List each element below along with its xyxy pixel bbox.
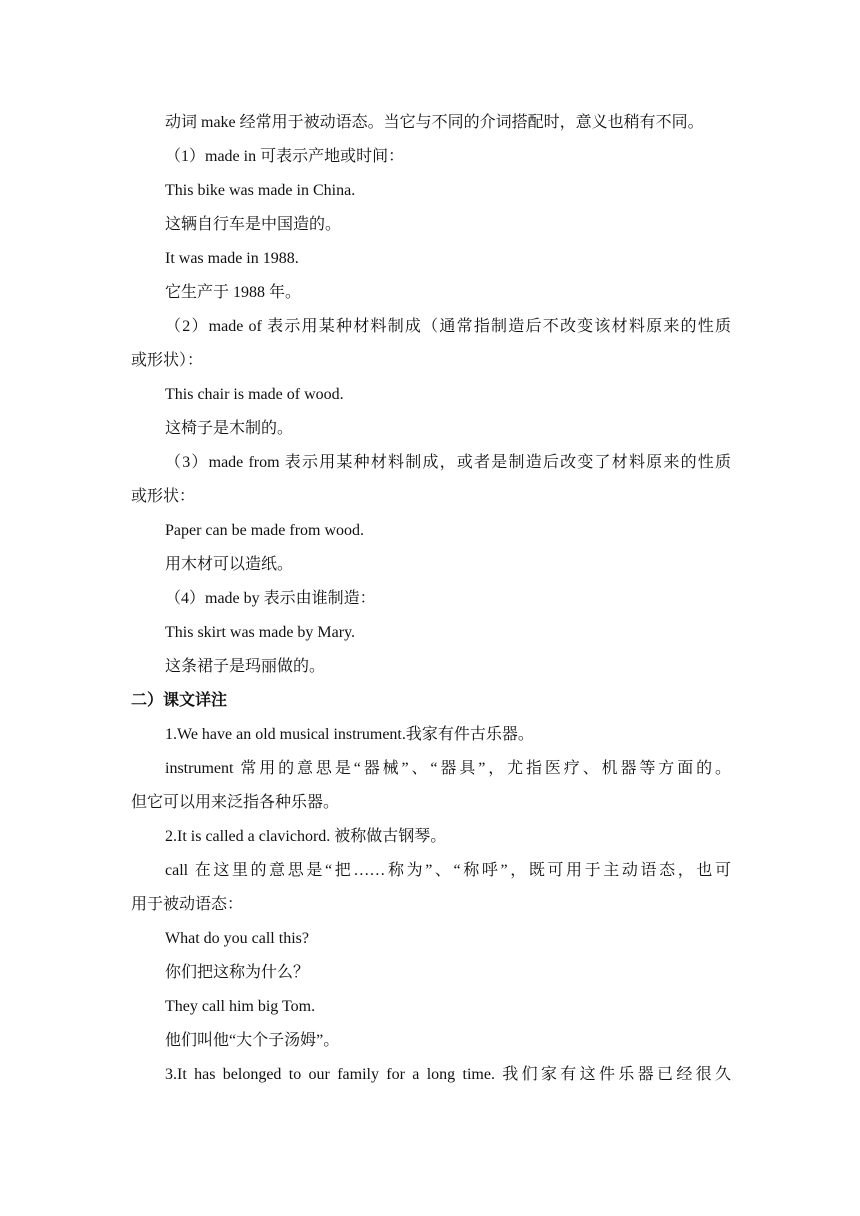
text-line: This bike was made in China. [165, 182, 356, 199]
text-line: （1）made in 可表示产地或时间： [165, 148, 405, 165]
text-line: This skirt was made by Mary. [165, 624, 356, 641]
text-line: 但它可以用来泛指各种乐器。 [131, 794, 340, 811]
text-line: 这条裙子是玛丽做的。 [165, 658, 326, 675]
text-line: 他们叫他“大个子汤姆”。 [165, 1032, 340, 1049]
text-line: It was made in 1988. [165, 250, 299, 267]
text-line: 用于被动语态： [131, 896, 244, 913]
text-line: （2）made of 表示用某种材料制成（通常指制造后不改变该材料原来的性质 [165, 318, 731, 335]
text-line: 或形状）： [131, 352, 204, 369]
text-line: 这辆自行车是中国造的。 [165, 216, 342, 233]
text-line: 1.We have an old musical instrument.我家有件古乐器。 [165, 726, 534, 743]
text-line: 这椅子是木制的。 [165, 420, 294, 437]
text-line: 它生产于 1988 年。 [165, 284, 302, 301]
text-line: Paper can be made from wood. [165, 522, 365, 539]
text-line: 用木材可以造纸。 [165, 556, 294, 573]
document-body [131, 106, 731, 1092]
text-line: （4）made by 表示由谁制造： [165, 590, 376, 607]
text-line: call 在这里的意思是“把……称为”、“称呼”，既可用于主动语态，也可 [165, 862, 731, 879]
text-line: What do you call this? [165, 930, 309, 947]
text-line: 2.It is called a clavichord. 被称做古钢琴。 [165, 828, 447, 845]
text-line: instrument 常用的意思是“器械”、“器具”，尤指医疗、机器等方面的。 [165, 760, 731, 777]
text-line: 动词 make 经常用于被动语态。当它与不同的介词搭配时，意义也稍有不同。 [165, 114, 704, 131]
text-line: （3）made from 表示用某种材料制成，或者是制造后改变了材料原来的性质 [165, 454, 731, 471]
text-line: 3.It has belonged to our family for a long time. 我们家有这件乐器已经很久 [165, 1066, 731, 1083]
text-line: 你们把这称为什么？ [165, 964, 310, 981]
text-line: 或形状： [131, 488, 196, 505]
text-line: They call him big Tom. [165, 998, 316, 1015]
section-heading: 二）课文详注 [131, 692, 228, 709]
text-line: This chair is made of wood. [165, 386, 344, 403]
